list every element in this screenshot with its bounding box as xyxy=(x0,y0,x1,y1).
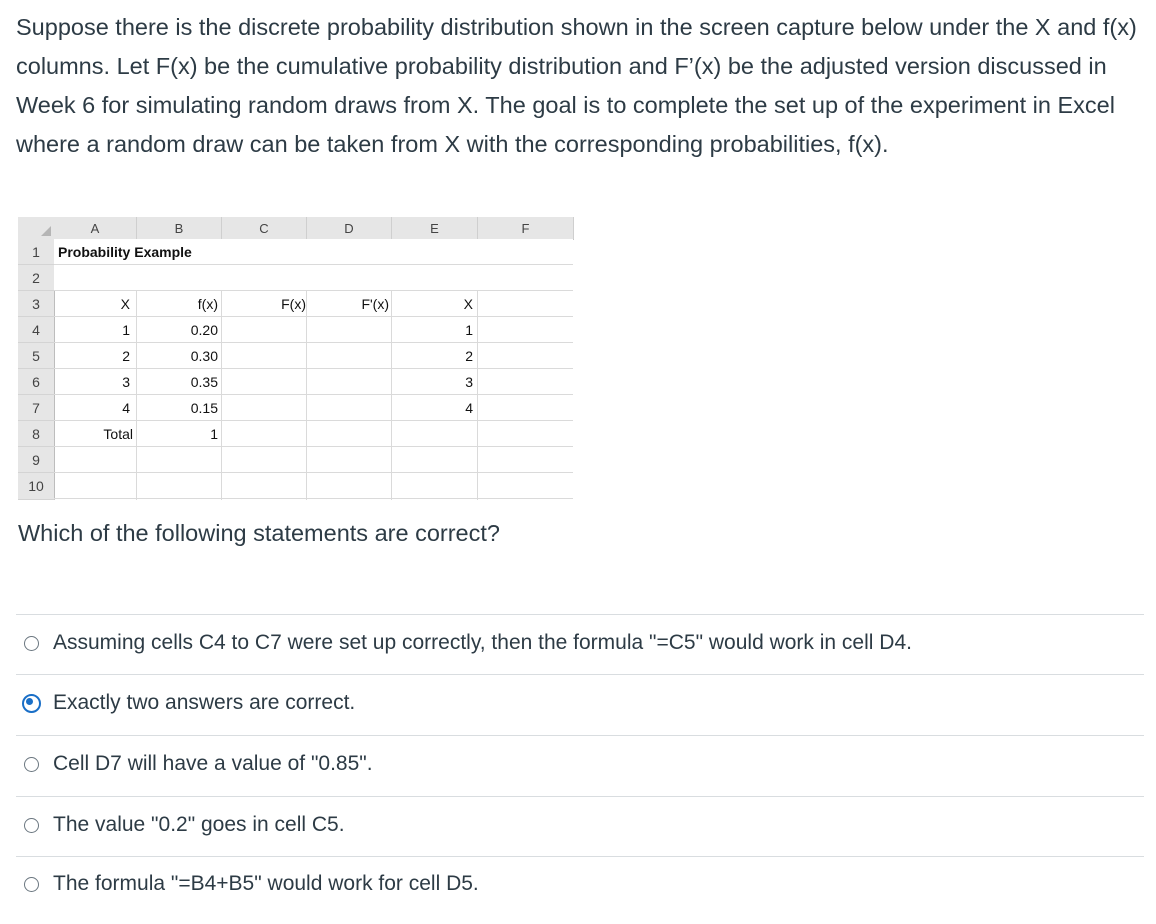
row-header-6: 6 xyxy=(18,369,55,395)
answer-option-4[interactable] xyxy=(24,806,345,844)
row-header-8: 8 xyxy=(18,421,55,447)
sheet-title: Probability Example xyxy=(58,244,192,260)
cell-b6: 0.35 xyxy=(190,374,218,390)
cell-a7: 4 xyxy=(122,400,130,416)
gridline xyxy=(54,368,573,369)
row-header-2: 2 xyxy=(18,265,55,291)
cell-a8-total-label: Total xyxy=(103,426,133,442)
header-fx: f(x) xyxy=(197,296,218,312)
radio-unchecked-icon[interactable] xyxy=(24,757,39,772)
answer-divider xyxy=(16,796,1144,797)
column-header-b: B xyxy=(137,217,222,240)
column-header-d: D xyxy=(307,217,392,240)
cell-a4: 1 xyxy=(122,322,130,338)
cell-e7: 4 xyxy=(465,400,473,416)
cell-b8-total-value: 1 xyxy=(210,426,218,442)
question-text: Suppose there is the discrete probability distribution shown in the screen capture below under the X and f(x) columns. Let F(x) be the cumulative probability distribution and F’(x) be the adjusted version discussed in Week 6 for simulating random draws from X. The goal is to complete the set up of the experiment in Excel where a random draw can be taken from X with the corresponding probabilities, f(x). xyxy=(16,14,1137,157)
select-all-corner xyxy=(18,217,55,240)
radio-unchecked-icon[interactable] xyxy=(24,877,39,892)
gridline xyxy=(54,498,573,499)
answer-text: The formula "=B4+B5" would work for cell D5. xyxy=(53,872,479,895)
gridline xyxy=(54,316,573,317)
gridline xyxy=(54,446,573,447)
header-x: X xyxy=(120,296,130,312)
column-header-a: A xyxy=(54,217,137,240)
answer-divider xyxy=(16,614,1144,615)
header-adjusted-cdf: F'(x) xyxy=(361,296,389,312)
answer-text: Cell D7 will have a value of "0.85". xyxy=(53,752,373,775)
cell-a5: 2 xyxy=(122,348,130,364)
answer-text: Exactly two answers are correct. xyxy=(53,691,356,714)
radio-unchecked-icon[interactable] xyxy=(24,818,39,833)
answer-text: The value "0.2" goes in cell C5. xyxy=(53,813,345,836)
cell-e4: 1 xyxy=(465,322,473,338)
answer-divider xyxy=(16,856,1144,857)
column-header-c: C xyxy=(222,217,307,240)
radio-unchecked-icon[interactable] xyxy=(24,636,39,651)
cell-b5: 0.30 xyxy=(190,348,218,364)
answer-divider xyxy=(16,735,1144,736)
row-header-4: 4 xyxy=(18,317,55,343)
answer-divider xyxy=(16,674,1144,675)
row-header-5: 5 xyxy=(18,343,55,369)
answer-option-3[interactable] xyxy=(24,745,373,783)
gridline xyxy=(54,472,573,473)
row-header-7: 7 xyxy=(18,395,55,421)
cell-a6: 3 xyxy=(122,374,130,390)
cell-e5: 2 xyxy=(465,348,473,364)
header-x-lookup: X xyxy=(463,296,473,312)
radio-checked-icon[interactable] xyxy=(22,694,41,713)
gridline xyxy=(54,394,573,395)
row-header-10: 10 xyxy=(18,473,55,500)
row-header-1: 1 xyxy=(18,239,55,265)
gridline xyxy=(54,342,573,343)
answer-text: Assuming cells C4 to C7 were set up correctly, then the formula "=C5" would work in cell D4. xyxy=(53,631,912,654)
answer-option-2[interactable] xyxy=(24,684,355,722)
answer-option-1[interactable] xyxy=(24,624,912,662)
corner-triangle-icon xyxy=(41,226,51,236)
column-header-f: F xyxy=(478,217,574,240)
row-header-9: 9 xyxy=(18,447,55,473)
cell-b7: 0.15 xyxy=(190,400,218,416)
sub-question: Which of the following statements are correct? xyxy=(18,520,500,546)
answer-option-5[interactable] xyxy=(24,865,479,903)
cell-e6: 3 xyxy=(465,374,473,390)
cell-b4: 0.20 xyxy=(190,322,218,338)
spreadsheet-screenshot xyxy=(18,217,573,500)
gridline xyxy=(54,264,573,265)
row-header-3: 3 xyxy=(18,291,55,317)
column-header-e: E xyxy=(392,217,478,240)
header-cdf: F(x) xyxy=(281,296,306,312)
